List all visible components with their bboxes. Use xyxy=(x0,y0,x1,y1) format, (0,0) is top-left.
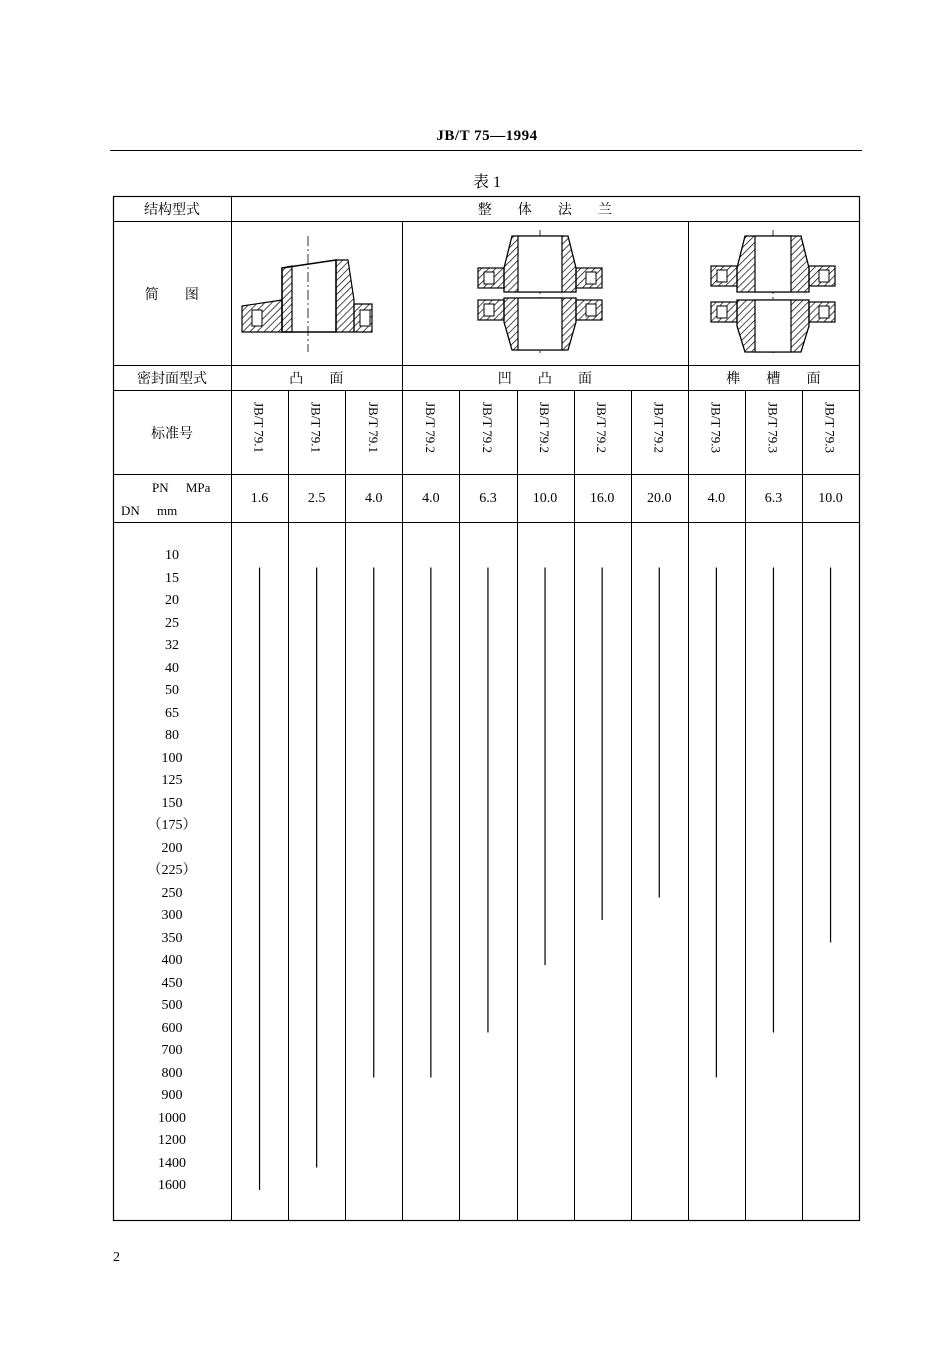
seal-type-tongue-groove: 榫 槽 面 xyxy=(726,372,821,387)
dn-value: 25 xyxy=(165,615,179,631)
page-number: 2 xyxy=(113,1250,120,1265)
standard-number: JB/T 79.2 xyxy=(651,402,667,454)
dn-value: 200 xyxy=(161,840,183,856)
std-label: 标准号 xyxy=(151,426,193,442)
table-caption: 表 1 xyxy=(472,174,501,191)
dn-value: （175） xyxy=(147,818,197,833)
dn-value: 15 xyxy=(165,570,179,586)
pn-value: 16.0 xyxy=(589,491,615,506)
dn-value: 80 xyxy=(165,728,179,743)
dn-value: 500 xyxy=(161,998,183,1013)
standard-number: JB/T 79.3 xyxy=(822,402,838,454)
pn-value: 4.0 xyxy=(364,491,383,506)
pn-value: 10.0 xyxy=(532,491,558,506)
pn-value: 4.0 xyxy=(422,491,440,506)
flange-diagram-male-female xyxy=(472,228,612,358)
diagram-label: 简 图 xyxy=(144,287,200,303)
standard-number: JB/T 79.2 xyxy=(537,402,553,454)
dn-value: 1400 xyxy=(158,1155,186,1171)
dn-value: 400 xyxy=(161,953,183,968)
dn-value: 800 xyxy=(161,1065,183,1081)
dn-value: 40 xyxy=(165,660,179,676)
standard-number: JB/T 79.1 xyxy=(251,402,267,454)
pn-value: 4.0 xyxy=(707,491,726,506)
dn-value: 900 xyxy=(161,1088,183,1103)
seal-label: 密封面型式 xyxy=(137,372,207,387)
dn-value: 350 xyxy=(161,930,183,946)
standard-number: JB/T 79.3 xyxy=(765,402,781,454)
dn-value: 20 xyxy=(165,593,179,608)
pn-value: 20.0 xyxy=(646,491,672,506)
dn-value: 1000 xyxy=(158,1110,186,1126)
dn-value: 65 xyxy=(165,705,179,721)
dn-value: 1200 xyxy=(158,1133,186,1148)
standard-number: JB/T 79.1 xyxy=(365,402,381,454)
standard-number: JB/T 79.2 xyxy=(594,402,610,454)
pn-value: 1.6 xyxy=(250,491,269,506)
document-code: JB/T 75—1994 xyxy=(436,128,538,144)
dn-value: 125 xyxy=(161,773,183,788)
dn-label: DN mm xyxy=(121,503,178,518)
dn-value: 10 xyxy=(165,548,179,563)
dn-value: 50 xyxy=(165,683,179,698)
dn-value: 1600 xyxy=(158,1178,186,1193)
seal-type-raised: 凸 面 xyxy=(289,372,344,387)
flange-diagram-raised-face xyxy=(238,230,396,358)
standard-number: JB/T 79.2 xyxy=(422,402,438,454)
dn-value: 700 xyxy=(161,1043,183,1058)
pn-label: PN MPa xyxy=(152,480,211,495)
standard-number: JB/T 79.2 xyxy=(479,402,495,454)
pn-value: 10.0 xyxy=(818,491,843,506)
standard-number: JB/T 79.1 xyxy=(308,402,324,454)
dn-value: 150 xyxy=(161,795,183,811)
pn-value: 6.3 xyxy=(479,491,497,506)
dn-value: 100 xyxy=(161,750,183,766)
dn-value: （225） xyxy=(147,863,197,878)
flange-diagram-tongue-groove xyxy=(705,228,845,358)
standard-number: JB/T 79.3 xyxy=(708,402,724,454)
dn-value: 450 xyxy=(161,975,183,991)
dn-value: 300 xyxy=(161,908,183,923)
struct-label: 结构型式 xyxy=(144,203,200,218)
seal-type-male-female: 凹 凸 面 xyxy=(497,372,593,387)
dn-value: 32 xyxy=(165,638,179,653)
dn-value: 600 xyxy=(161,1020,183,1036)
pn-value: 2.5 xyxy=(307,491,326,506)
dn-value: 250 xyxy=(161,885,183,901)
pn-value: 6.3 xyxy=(764,491,783,506)
struct-value: 整 体 法 兰 xyxy=(477,203,613,218)
